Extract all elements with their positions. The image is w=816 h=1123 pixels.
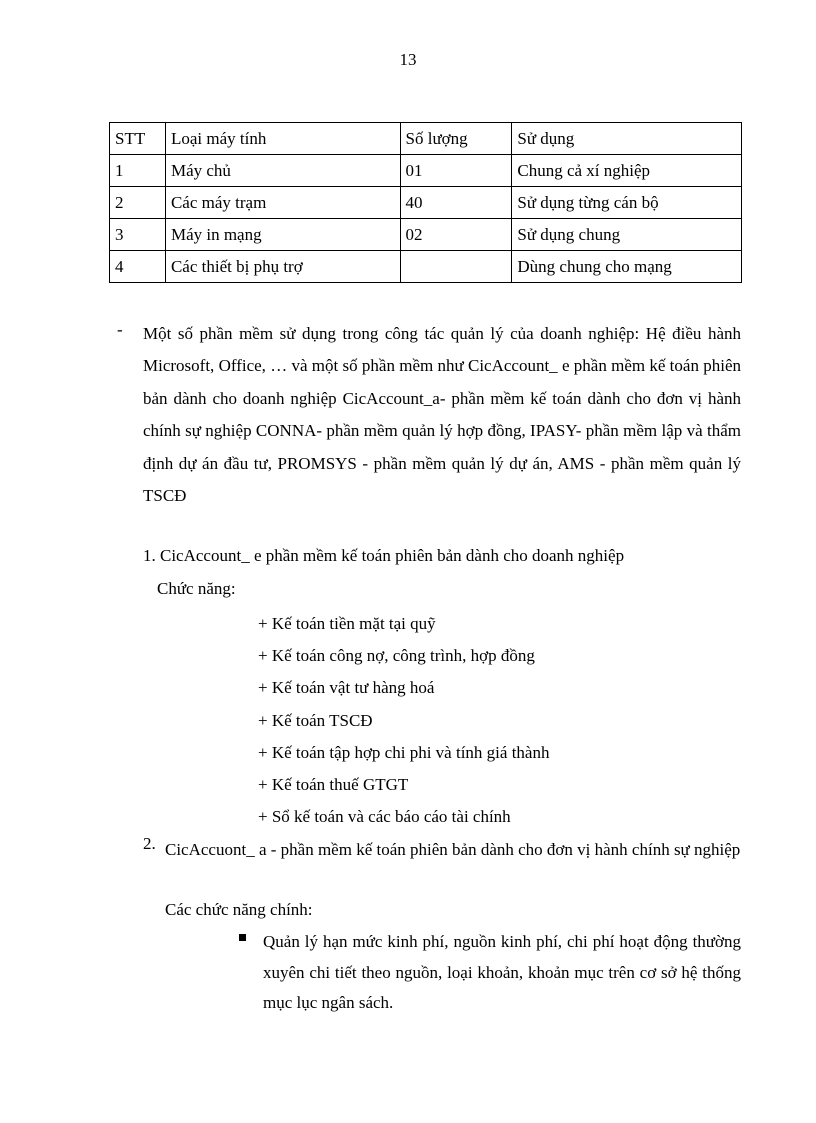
section-2-heading: CicAccuont_ a - phần mềm kế toán phiên bản dành cho đơn vị hành chính sự nghiệp [165, 840, 741, 859]
table-cell: Các thiết bị phụ trợ [165, 251, 400, 283]
section-2-number: 2. [143, 834, 156, 853]
intro-paragraph: Một số phần mềm sử dụng trong công tác quản lý của doanh nghiệp: Hệ điều hành Microsoft, Office, … và một số phần mềm như CicAccount_ e phần mềm kế toán phiên bản dành cho doanh nghiệp CicAccount_a- phần mềm kế toán dành cho đơn vị hành chính sự nghiệp CONNA- phần mềm quản lý hợp đồng, IPASY- phần mềm lập và thẩm định dự án đầu tư, PROMSYS - phần mềm quản lý dự án, AMS - phần mềm quản lý TSCĐ [143, 324, 741, 506]
section-2-sublabel: Các chức năng chính: [165, 900, 313, 919]
list-item: Quản lý hạn mức kinh phí, nguồn kinh phí, chi phí hoạt động thường xuyên chi tiết theo nguồn, loại khoản, khoản mục trên cơ sở hệ thống mục lục ngân sách. [263, 932, 741, 1012]
list-item: + Kế toán tập hợp chi phi và tính giá thành [258, 742, 550, 762]
table-cell: Chung cả xí nghiệp [512, 155, 742, 187]
list-item: + Sổ kế toán và các báo cáo tài chính [258, 807, 511, 827]
table-row [110, 155, 742, 187]
column-header-quantity: Số lượng [400, 123, 512, 155]
table-cell [400, 251, 512, 283]
table-cell: 01 [400, 155, 512, 187]
table-row [110, 219, 742, 251]
section-1-sublabel: Chức năng: [157, 579, 236, 598]
dash-bullet: - [117, 320, 123, 339]
table-cell: 3 [110, 219, 166, 251]
computer-inventory-table [109, 122, 742, 283]
table-cell: Máy in mạng [165, 219, 400, 251]
page-number: 13 [399, 50, 417, 69]
square-bullet-icon [239, 934, 246, 941]
table-cell: Máy chủ [165, 155, 400, 187]
table-cell: Dùng chung cho mạng [512, 251, 742, 283]
column-header-usage: Sử dụng [512, 123, 742, 155]
table-header-row [110, 123, 742, 155]
list-item: + Kế toán tiền mặt tại quỹ [258, 614, 436, 633]
table-cell: 40 [400, 187, 512, 219]
table-cell: Sử dụng chung [512, 219, 742, 251]
column-header-stt: STT [110, 123, 166, 155]
list-item: + Kế toán TSCĐ [258, 710, 373, 730]
table-cell: 02 [400, 219, 512, 251]
table-cell: Sử dụng từng cán bộ [512, 187, 742, 219]
column-header-type: Loại máy tính [165, 123, 400, 155]
function-list [258, 608, 549, 833]
table-row [110, 251, 742, 283]
table-cell: 1 [110, 155, 166, 187]
table-cell: 2 [110, 187, 166, 219]
table-cell: Các máy trạm [165, 187, 400, 219]
section-1-heading: 1. CicAccount_ e phần mềm kế toán phiên bản dành cho doanh nghiệp [143, 546, 625, 565]
list-item: + Kế toán vật tư hàng hoá [258, 678, 435, 698]
table-row [110, 187, 742, 219]
table-cell: 4 [110, 251, 166, 283]
list-item: + Kế toán công nợ, công trình, hợp đồng [258, 646, 535, 666]
list-item: + Kế toán thuế GTGT [258, 774, 409, 794]
